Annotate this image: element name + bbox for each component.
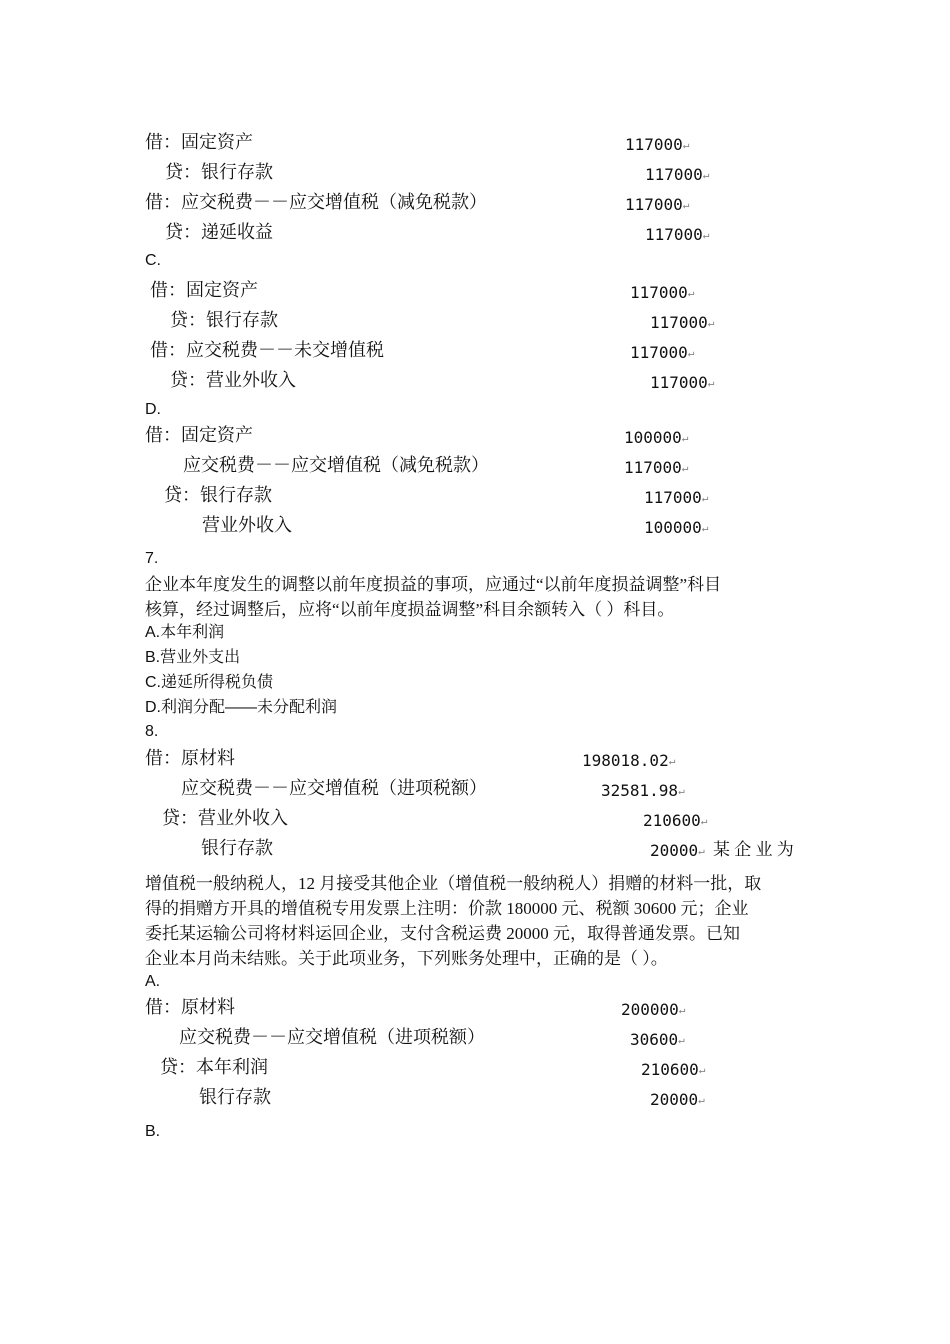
entry-amount: 30600↵ — [630, 1030, 685, 1049]
question-number: 7. — [145, 550, 159, 567]
entry-amount: 20000↵ — [650, 841, 705, 860]
entry-amount: 117000↵ — [650, 313, 715, 332]
entry-label: 借：原材料 — [145, 748, 235, 769]
question-text-line: 委托某运输公司将材料运回企业，支付含税运费 20000 元，取得普通发票。已知 — [145, 924, 740, 943]
entry-amount: 117000↵ — [624, 458, 689, 477]
option-c: C.递延所得税负债 — [145, 674, 274, 691]
entry-amount: 117000↵ — [630, 283, 695, 302]
entry-label: 借：固定资产 — [150, 280, 258, 301]
entry-label: 借：固定资产 — [145, 425, 253, 446]
entry-amount: 200000↵ — [621, 1000, 686, 1019]
question-text-inline: 某 企 业 为 — [713, 840, 794, 859]
entry-amount: 100000↵ — [644, 518, 709, 537]
option-a: A.本年利润 — [145, 624, 225, 641]
entry-amount: 117000↵ — [625, 135, 690, 154]
entry-label: 借：固定资产 — [145, 132, 253, 153]
question-text — [145, 871, 807, 971]
entry-label: 借：应交税费－－应交增值税（减免税款） — [145, 192, 487, 213]
entry-label: 应交税费－－应交增值税（减免税款） — [183, 455, 489, 476]
option-d: D.利润分配——未分配利润 — [145, 699, 338, 716]
question-text-line: 增值税一般纳税人，12 月接受其他企业（增值税一般纳税人）捐赠的材料一批，取 — [145, 874, 762, 893]
entry-label: 营业外收入 — [202, 515, 292, 536]
entry-label: 贷：银行存款 — [165, 162, 273, 183]
option-label-a: A. — [145, 973, 161, 990]
question-number: 8. — [145, 723, 159, 740]
question-text — [145, 572, 807, 622]
entry-label: 贷：递延收益 — [165, 222, 273, 243]
entry-amount: 20000↵ — [650, 1090, 705, 1109]
entry-amount: 117000↵ — [630, 343, 695, 362]
entry-label: 贷：银行存款 — [170, 310, 278, 331]
entry-label: 借：原材料 — [145, 997, 235, 1018]
question-text-line: 企业本月尚未结账。关于此项业务，下列账务处理中，正确的是（ ）。 — [145, 949, 668, 968]
entry-label: 应交税费－－应交增值税（进项税额） — [181, 778, 487, 799]
entry-amount: 210600↵ — [643, 811, 708, 830]
entry-amount: 117000↵ — [644, 488, 709, 507]
option-label-d: D. — [145, 401, 161, 418]
option-label-b: B. — [145, 1123, 161, 1140]
entry-amount: 117000↵ — [625, 195, 690, 214]
entry-amount: 117000↵ — [645, 165, 710, 184]
entry-label: 借：应交税费－－未交增值税 — [150, 340, 384, 361]
entry-amount: 210600↵ — [641, 1060, 706, 1079]
entry-amount: 32581.98↵ — [601, 781, 685, 800]
entry-label: 贷：银行存款 — [164, 485, 272, 506]
entry-label: 应交税费－－应交增值税（进项税额） — [179, 1027, 485, 1048]
question-text-line: 核算，经过调整后，应将“以前年度损益调整”科目余额转入（ ）科目。 — [145, 600, 675, 619]
entry-amount: 117000↵ — [650, 373, 715, 392]
entry-amount: 100000↵ — [624, 428, 689, 447]
entry-amount: 117000↵ — [645, 225, 710, 244]
option-b: B.营业外支出 — [145, 649, 241, 666]
option-label-c: C. — [145, 252, 161, 269]
entry-label: 贷：本年利润 — [160, 1057, 268, 1078]
entry-label: 银行存款 — [201, 838, 273, 859]
question-text-line: 企业本年度发生的调整以前年度损益的事项，应通过“以前年度损益调整”科目 — [145, 575, 722, 594]
entry-amount: 198018.02↵ — [582, 751, 676, 770]
entry-label: 银行存款 — [199, 1087, 271, 1108]
entry-label: 贷：营业外收入 — [162, 808, 288, 829]
question-text-line: 得的捐赠方开具的增值税专用发票上注明：价款 180000 元、税额 30600 元；企业 — [145, 899, 749, 918]
entry-label: 贷：营业外收入 — [170, 370, 296, 391]
